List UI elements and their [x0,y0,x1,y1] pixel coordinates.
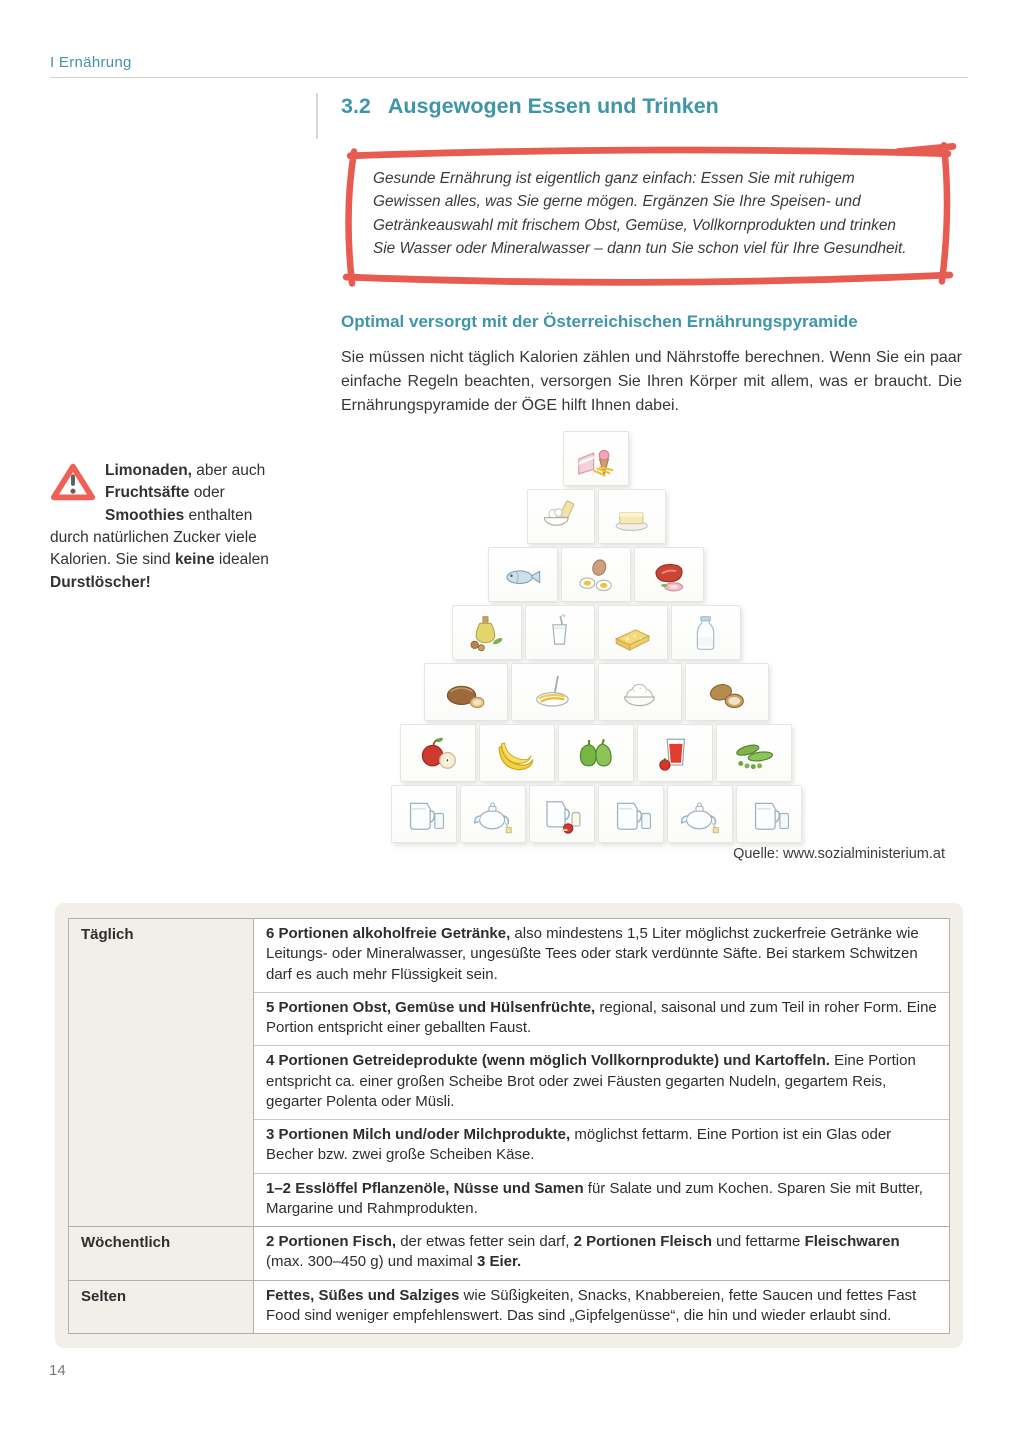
text-bold: 2 Portionen Fisch, [266,1233,397,1250]
text-run: für Salate und zum Kochen. Sparen Sie mit Butter, Margarine und Rahmprodukten. [266,1179,923,1217]
warning-triangle-icon [50,461,96,503]
table-row [254,919,949,992]
pyramid-row [368,605,824,660]
peppers-icon [565,729,627,776]
pyramid-block-peas [716,724,792,782]
rice-icon [605,668,674,715]
pyramid-block-fish [488,547,558,602]
milk-icon [677,610,734,655]
text-run: Eine Portion entspricht ca. einer großen Scheibe Brot oder zwei Fäusten gegarten Nudeln, gegartem Reis, gegarter Polenta oder Müsli. [266,1052,916,1110]
pyramid-block-teapot [667,785,733,843]
teapot-icon [466,790,520,837]
text-bold: Fettes, Süßes und Salziges [266,1286,460,1304]
whipped-cream-icon [533,494,588,539]
table-group-täglich [69,919,949,1226]
intro-paragraph: Sie müssen nicht täglich Kalorien zählen und Nährstoffe berechnen. Wenn Sie ein paar einfache Regeln beachten, versorgen Sie Ihren Körper mit allem, was er braucht. Die Ernährungspyramide der ÖGE hilft Ihnen dabei. [341,349,962,414]
table-group-selten [69,1280,949,1334]
text-run: (max. 300–450 g) und maximal [266,1253,477,1271]
bananas-icon [486,729,548,776]
text-bold: Smoothies [105,506,185,524]
text-run: der etwas fetter sein darf, [396,1233,574,1250]
pyramid-row [368,663,824,721]
section-title [341,94,719,119]
pyramid-block-meat [634,547,704,602]
pyramid-row [368,724,824,782]
pyramid-block-eggs [561,547,631,602]
table-group-label: Selten [69,1281,254,1334]
text-bold: 4 Portionen Getreideprodukte (wenn möglich Vollkornprodukte) und Kartoffeln. [266,1052,830,1070]
table-group-rows [254,919,949,1226]
header-rule [50,77,968,78]
juice-jug-icon [535,790,589,837]
pyramid-block-apple [400,724,476,782]
text-bold: keine [174,551,215,569]
cheese-icon [604,610,661,655]
text-bold: 1–2 Esslöffel Pflanzenöle, Nüsse und Samen [266,1179,584,1197]
recommendations-panel [55,903,963,1348]
hand-drawn-border [336,137,958,290]
text-run: also mindestens 1,5 Liter möglichst zuckerfreie Getränke wie Leitungs- oder Mineralwasser, ungesüßte Tees oder stark verdünnte Säfte. Bei starkem Schwitzen darf es auch mehr Flüssigkeit sein. [266,925,919,983]
pyramid-block-tomato-juice [637,724,713,782]
pyramid-row [368,785,824,843]
oil-nuts-icon [458,610,515,655]
pyramid-block-water-jug [598,785,664,843]
pyramid-block-oil-nuts [452,605,522,660]
text-bold: Fruchtsäfte [105,484,190,502]
text-bold: 3 Eier. [476,1253,522,1271]
page-number: 14 [49,1362,66,1379]
table-row [254,1045,949,1119]
table-row [254,1173,949,1227]
pyramid-block-whipped-cream [527,489,595,544]
tomato-juice-icon [644,729,706,776]
pyramid-block-bananas [479,724,555,782]
pyramid-block-teapot [460,785,526,843]
pyramid-block-juice-jug [529,785,595,843]
pasta-icon [518,668,587,715]
pyramid-row [368,547,824,602]
pyramid-block-sweets [563,431,629,486]
section-title-tick [316,93,318,139]
pyramid-row [368,489,824,544]
table-row [254,1281,949,1334]
text-run: wie Süßigkeiten, Snacks, Knabbereien, fette Saucen und fettes Fast Food sind weniger empfehlenswert. Das sind „Gipfelgenüsse“, die hin und wieder erlaubt sind. [266,1286,917,1324]
section-number: 3.2 [341,94,371,118]
subsection-title: Optimal versorgt mit der Österreichischen Ernährungspyramide [341,312,858,331]
pyramid-block-cheese [598,605,668,660]
pyramid-block-water-jug [736,785,802,843]
table-group-rows [254,1227,949,1280]
margin-note [50,460,280,594]
text-run: enthalten durch natürlichen Zucker viele Kalorien. Sie sind [50,506,257,569]
meat-icon [640,552,697,597]
pyramid-row [368,431,824,486]
table-row [254,1227,949,1280]
highlight-quote-box [349,150,945,277]
pyramid-block-yogurt [525,605,595,660]
table-row [254,992,949,1046]
chapter-kicker: I Ernährung [50,54,132,71]
table-group-rows [254,1281,949,1334]
pyramid-block-milk [671,605,741,660]
text-bold: 6 Portionen alkoholfreie Getränke, [266,925,511,942]
table-group-label: Täglich [69,919,254,1226]
pyramid-block-pasta [511,663,595,721]
pyramid-block-potatoes [685,663,769,721]
teapot-icon [673,790,727,837]
text-bold: Fleischwaren [804,1233,900,1250]
text-bold: 3 Portionen Milch und/oder Milchprodukte, [266,1126,571,1143]
pyramid-block-peppers [558,724,634,782]
text-bold: 5 Portionen Obst, Gemüse und Hülsenfrüchte, [266,998,596,1016]
sweets-icon [569,436,623,481]
pyramid-block-butter [598,489,666,544]
bread-icon [431,668,500,715]
text-run: und fettarme [712,1233,805,1250]
text-bold: Limonaden, [105,462,192,479]
eggs-icon [567,552,624,597]
table-row [254,1119,949,1173]
table-group-wöchentlich [69,1226,949,1280]
pyramid-block-rice [598,663,682,721]
quote-text: Gesunde Ernährung ist eigentlich ganz einfach: Essen Sie mit ruhigem Gewissen alles, was Sie gerne mögen. Ergänzen Sie Ihre Speisen- und Getränkeauswahl mit frischem Obst, Gemüse, Vollkornprodukten und trinken Sie Wasser oder Mineralwasser – dann tun Sie schon viel für Ihre Gesundheit. [373,170,907,258]
water-jug-icon [397,790,451,837]
section-title-text: Ausgewogen Essen und Trinken [387,94,719,118]
apple-icon [407,729,469,776]
potatoes-icon [692,668,761,715]
yogurt-icon [531,610,588,655]
recommendations-table [68,918,950,1334]
text-run: aber auch [191,462,266,479]
text-run: möglichst fettarm. Eine Portion ist ein Glas oder Becher bzw. zwei große Scheiben Käse. [266,1126,892,1164]
fish-icon [494,552,551,597]
pyramid-block-water-jug [391,785,457,843]
text-run: oder [189,484,225,502]
text-bold: Durstlöscher! [50,573,151,591]
source-credit: Quelle: www.sozialministerium.at [733,846,945,862]
peas-icon [723,729,785,776]
pyramid-block-bread [424,663,508,721]
water-jug-icon [742,790,796,837]
text-run: regional, saisonal und zum Teil in roher Form. Eine Portion entspricht einer geballten Faust. [266,998,937,1036]
table-group-label: Wöchentlich [69,1227,254,1280]
text-bold: 2 Portionen Fleisch [573,1233,712,1250]
food-pyramid [368,428,824,843]
water-jug-icon [604,790,658,837]
butter-icon [604,494,659,539]
text-run: idealen [214,551,269,569]
